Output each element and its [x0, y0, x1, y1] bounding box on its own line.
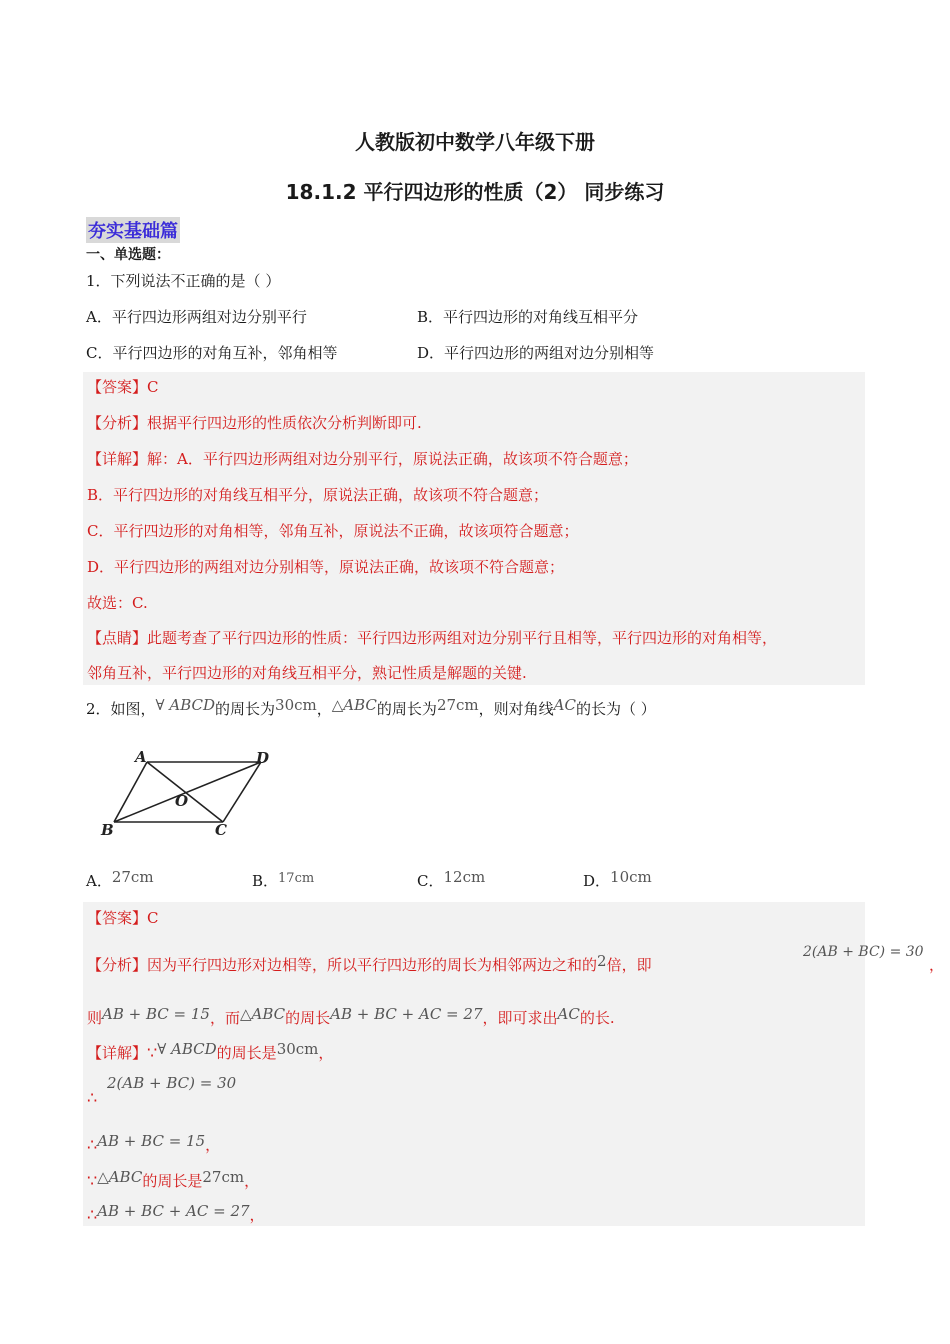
q2-option-c	[417, 870, 485, 891]
q2-detail-line-2	[87, 1074, 237, 1092]
detail-text: 的周长是	[216, 1044, 277, 1062]
q2-stem-text: 的周长为	[376, 700, 437, 718]
analysis-text: 根据平行四边形的性质依次分析判断即可.	[147, 414, 422, 432]
parallelogram-symbol: ∀ ABCD	[157, 1040, 217, 1058]
analysis-text: 则	[87, 1009, 103, 1027]
q1-detail-line	[87, 448, 638, 469]
equation: AB + BC = 15	[97, 1132, 206, 1150]
option-value: 10cm	[610, 868, 652, 886]
q1-option-a: A．平行四边形两组对边分别平行	[86, 308, 307, 326]
analysis-text: 的周长	[285, 1009, 331, 1027]
q2-detail-line-1	[87, 1042, 333, 1063]
equation: 2(AB + BC) = 30	[803, 944, 924, 960]
analysis-label: 【分析】	[87, 414, 148, 432]
option-value: 12cm	[443, 868, 486, 886]
q2-detail-line-4	[87, 1170, 259, 1191]
option-value: 17cm	[278, 871, 315, 886]
answer-value: C	[147, 909, 159, 927]
section-tag: 夯实基础篇	[86, 217, 180, 243]
q2-analysis-line-2	[87, 1007, 615, 1028]
analysis-text: 的长.	[579, 1009, 615, 1027]
subsection-heading: 一、单选题：	[86, 247, 170, 263]
analysis-text: 因为平行四边形对边相等，所以平行四边形的周长为相邻两边之和的	[147, 956, 598, 974]
q2-perimeter-value: 30cm	[275, 696, 317, 714]
therefore-symbol: ∴	[87, 1088, 98, 1107]
because-symbol: ∵	[147, 1043, 158, 1062]
q2-parallelogram-symbol: ∀ ABCD	[155, 696, 216, 714]
q1-option-d: D．平行四边形的两组对边分别相等	[417, 344, 655, 362]
q2-analysis-line	[87, 954, 652, 975]
option-letter: D．	[583, 872, 611, 890]
detail-text: 解：A．平行四边形两组对边分别平行，原说法正确，故该项不符合题意；	[147, 450, 638, 468]
note-text: 此题考查了平行四边形的性质：平行四边形两组对边分别平行且相等，平行四边形的对角相等，	[147, 629, 778, 647]
q2-stem	[86, 698, 656, 719]
q2-analysis-comma: ，	[929, 956, 945, 974]
triangle-symbol: △ABC	[239, 1005, 286, 1023]
triangle-symbol: △ABC	[97, 1168, 143, 1186]
q1-answer-line	[87, 376, 159, 397]
q2-analysis-equation-1	[803, 942, 924, 960]
therefore-symbol: ∴	[87, 1205, 98, 1224]
analysis-label: 【分析】	[87, 956, 148, 974]
q1-note-line	[87, 627, 777, 648]
q2-stem-text: 2．如图，	[86, 700, 156, 718]
q2-stem-text: 的长为（ ）	[575, 700, 656, 718]
q2-triangle-symbol: △ABC	[331, 696, 377, 714]
edge-ab	[114, 762, 147, 822]
equation: AB + BC = 15	[102, 1005, 210, 1023]
option-letter: C．	[417, 872, 444, 890]
analysis-text: ，而	[209, 1009, 240, 1027]
document-title: 人教版初中数学八年级下册	[355, 130, 595, 154]
q1-detail-choice: 故选：C.	[87, 594, 148, 612]
analysis-text: ，即可求出	[482, 1009, 558, 1027]
q1-answer-box	[83, 372, 865, 685]
q1-detail-d: D．平行四边形的两组对边分别相等，原说法正确，故该项不符合题意；	[87, 558, 565, 576]
comma: ，	[249, 1206, 265, 1224]
q1-detail-b: B．平行四边形的对角线互相平分，原说法正确，故该项不符合题意；	[87, 486, 549, 504]
therefore-symbol: ∴	[87, 1135, 98, 1154]
analysis-number: 2	[597, 952, 607, 970]
q2-stem-text: 的周长为	[215, 700, 276, 718]
option-letter: A．	[86, 872, 112, 890]
comma: ，	[205, 1136, 221, 1154]
answer-label: 【答案】	[87, 378, 148, 396]
edge-cd	[223, 762, 261, 822]
detail-text: 的周长是	[142, 1172, 203, 1190]
q2-detail-line-5	[87, 1204, 265, 1225]
vertex-label-c: C	[215, 821, 227, 839]
answer-label: 【答案】	[87, 909, 148, 927]
document-subtitle: 18.1.2 平行四边形的性质（2） 同步练习	[285, 180, 665, 204]
detail-label: 【详解】	[87, 450, 148, 468]
option-letter: B．	[252, 872, 279, 890]
q2-option-d	[583, 870, 652, 891]
option-value: 27cm	[111, 868, 154, 886]
q2-detail-line-3	[87, 1134, 220, 1155]
q1-option-b: B．平行四边形的对角线互相平分	[417, 308, 639, 326]
q1-option-c: C．平行四边形的对角互补，邻角相等	[86, 344, 338, 362]
parallelogram-figure	[95, 742, 285, 842]
q2-triangle-perimeter-value: 27cm	[436, 696, 479, 714]
diagonal-label: AC	[557, 1005, 580, 1023]
q1-detail-c: C．平行四边形的对角相等，邻角互补，原说法不正确，故该项符合题意；	[87, 522, 579, 540]
vertex-label-b: B	[101, 821, 114, 839]
q2-stem-text: ，则对角线	[478, 700, 554, 718]
because-symbol: ∵	[87, 1171, 98, 1190]
q2-option-b	[252, 870, 314, 891]
equation: 2(AB + BC) = 30	[107, 1074, 237, 1092]
note-label: 【点睛】	[87, 629, 148, 647]
q1-analysis-line	[87, 412, 422, 433]
q1-note-line-2: 邻角互补，平行四边形的对角线互相平分，熟记性质是解题的关键.	[87, 664, 527, 682]
analysis-text: 倍，即	[606, 956, 652, 974]
comma: ，	[318, 1044, 334, 1062]
vertex-label-d: D	[256, 749, 270, 767]
q2-diagonal-label: AC	[553, 696, 576, 714]
answer-value: C	[147, 378, 159, 396]
detail-label: 【详解】	[87, 1044, 148, 1062]
q2-therefore-1	[87, 1088, 97, 1107]
equation: AB + BC + AC = 27	[330, 1005, 483, 1023]
vertex-label-a: A	[135, 748, 147, 766]
perimeter-value: 27cm	[202, 1168, 245, 1186]
q2-answer-box	[83, 902, 945, 1226]
comma: ，	[244, 1172, 260, 1190]
vertex-label-o: O	[175, 792, 189, 810]
equation: AB + BC + AC = 27	[97, 1202, 250, 1220]
q2-stem-text: ，	[316, 700, 332, 718]
perimeter-value: 30cm	[276, 1040, 319, 1058]
q2-option-a	[86, 870, 154, 891]
q1-stem: 1．下列说法不正确的是（ ）	[86, 272, 281, 290]
q2-answer-line	[87, 907, 159, 928]
